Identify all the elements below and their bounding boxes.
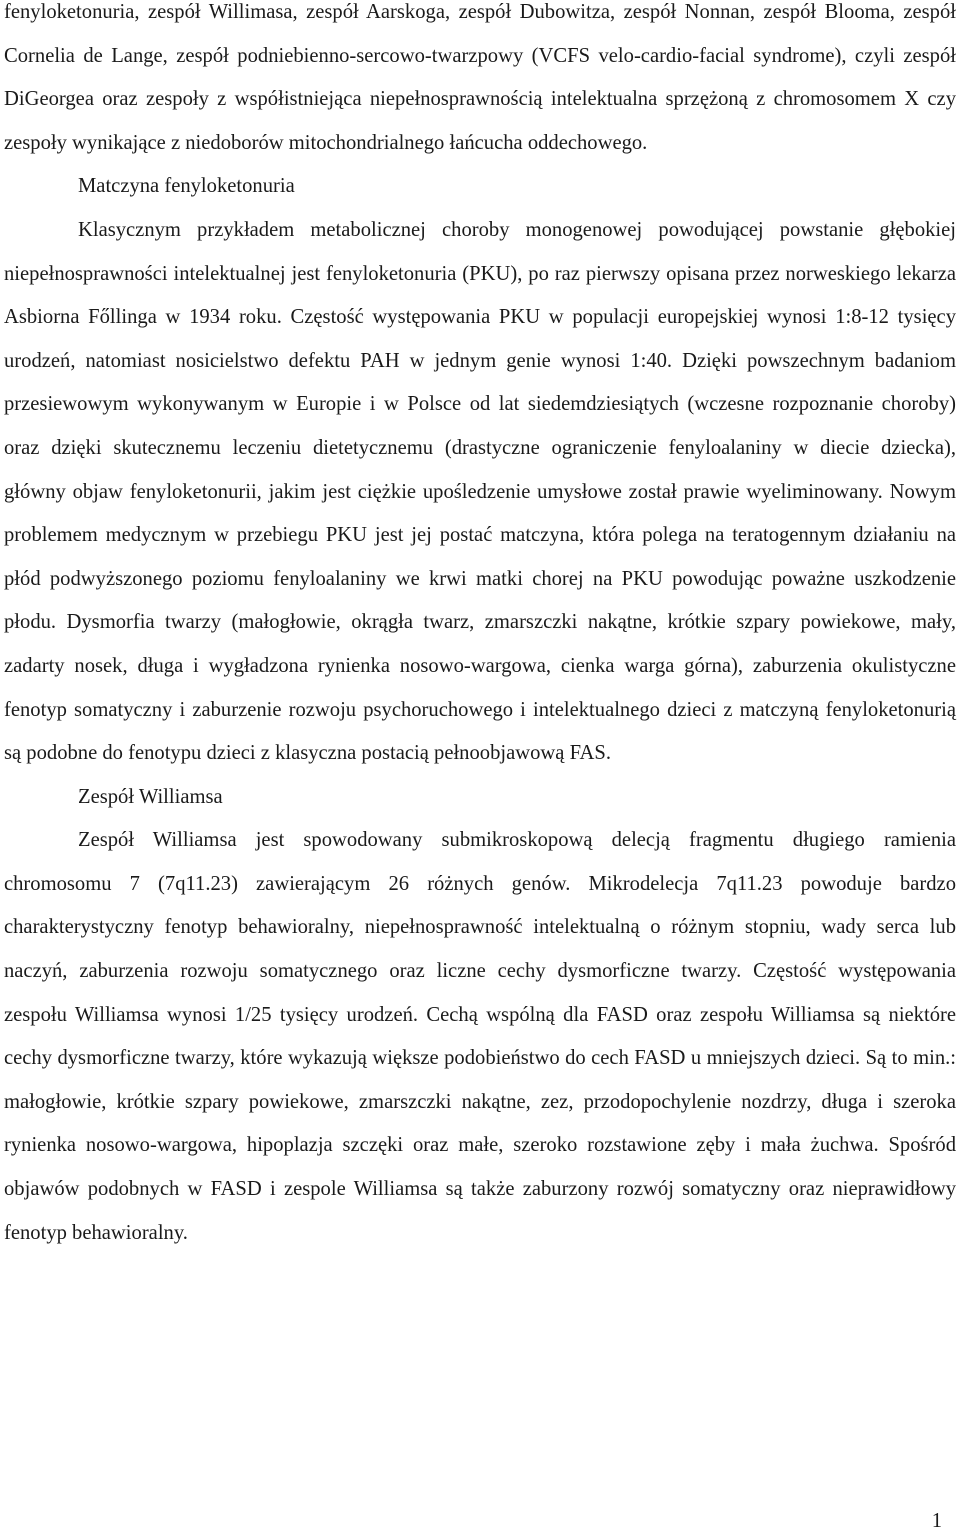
section-paragraph-maternal-pku: Klasycznym przykładem metabolicznej choroby monogenowej powodującej powstanie głębokiej niepełnosprawności intelektualnej jest fenyloketonuria (PKU), po raz pierwszy opisana przez norweskiego lekarza Asbiorna Főllinga w 1934 roku. Częstość występowania PKU w populacji europejskiej wynosi 1:8-12 tysięcy urodzeń, natomiast nosicielstwo defektu PAH w jednym genie wynosi 1:40. Dzięki powszechnym badaniom przesiewowym wykonywanym w Europie i w Polsce od lat siedemdziesiątych (wczesne rozpoznanie choroby) oraz dzięki skutecznemu leczeniu dietetycznemu (drastyczne ograniczenie fenyloalaniny w diecie dziecka), główny objaw fenyloketonurii, jakim jest ciężkie upośledzenie umysłowe został prawie wyeliminowany. Nowym problemem medycznym w przebiegu PKU jest jej postać matczyna, która polega na teratogennym działaniu na płód podwyższonego poziomu fenyloalaniny we krwi matki chorej na PKU powodując poważne uszkodzenie płodu. Dysmorfia twarzy (małogłowie, okrągła twarz, zmarszczki nakątne, krótkie szpary powiekowe, mały, zadarty nosek, długa i wygładzona rynienka nosowo-wargowa, cienka warga górna), zaburzenia okulistyczne fenotyp somatyczny i zaburzenie rozwoju psychoruchowego i intelektualnego dzieci z matczyną fenyloketonurią są podobne do fenotypu dzieci z klasyczna postacią pełnoobjawową FAS. — [4, 218, 956, 765]
document-page — [4, 0, 956, 1255]
section-heading-williams: Zespół Williamsa — [78, 785, 223, 808]
intro-paragraph: fenyloketonuria, zespół Willimasa, zespół Aarskoga, zespół Dubowitza, zespół Nonnan, zespół Blooma, zespół Cornelia de Lange, zespół podniebienno-sercowo-twarzpowy (VCFS velo-cardio-facial syndrome), czyli zespół DiGeorgea oraz zespoły z współistniejąca niepełnosprawnością intelektualna sprzężoną z chromosomem X czy zespoły wynikające z niedoborów mitochondrialnego łańcucha oddechowego. — [4, 1, 956, 154]
section-paragraph-williams: Zespół Williamsa jest spowodowany submikroskopową delecją fragmentu długiego ramienia chromosomu 7 (7q11.23) zawierającym 26 różnych genów. Mikrodelecja 7q11.23 powoduje bardzo charakterystyczny fenotyp behawioralny, niepełnosprawność intelektualną o różnym stopniu, wady serca lub naczyń, zaburzenia rozwoju somatycznego oraz liczne cechy dysmorficzne twarzy. Częstość występowania zespołu Williamsa wynosi 1/25 tysięcy urodzeń. Cechą wspólną dla FASD oraz zespołu Williamsa są niektóre cechy dysmorficzne twarzy, które wykazują większe podobieństwo do cech FASD u mniejszych dzieci. Są to min.: małogłowie, krótkie szpary powiekowe, zmarszczki nakątne, zez, przodopochylenie nozdrzy, długa i szeroka rynienka nosowo-wargowa, hipoplazja szczęki oraz małe, szeroko rozstawione zęby i mała żuchwa. Spośród objawów podobnych w FASD i zespole Williamsa są także zaburzony rozwój somatyczny oraz nieprawidłowy fenotyp behawioralny. — [4, 829, 956, 1244]
section-heading-maternal-pku: Matczyna fenyloketonuria — [78, 175, 295, 198]
page-number: 1 — [931, 1510, 942, 1532]
